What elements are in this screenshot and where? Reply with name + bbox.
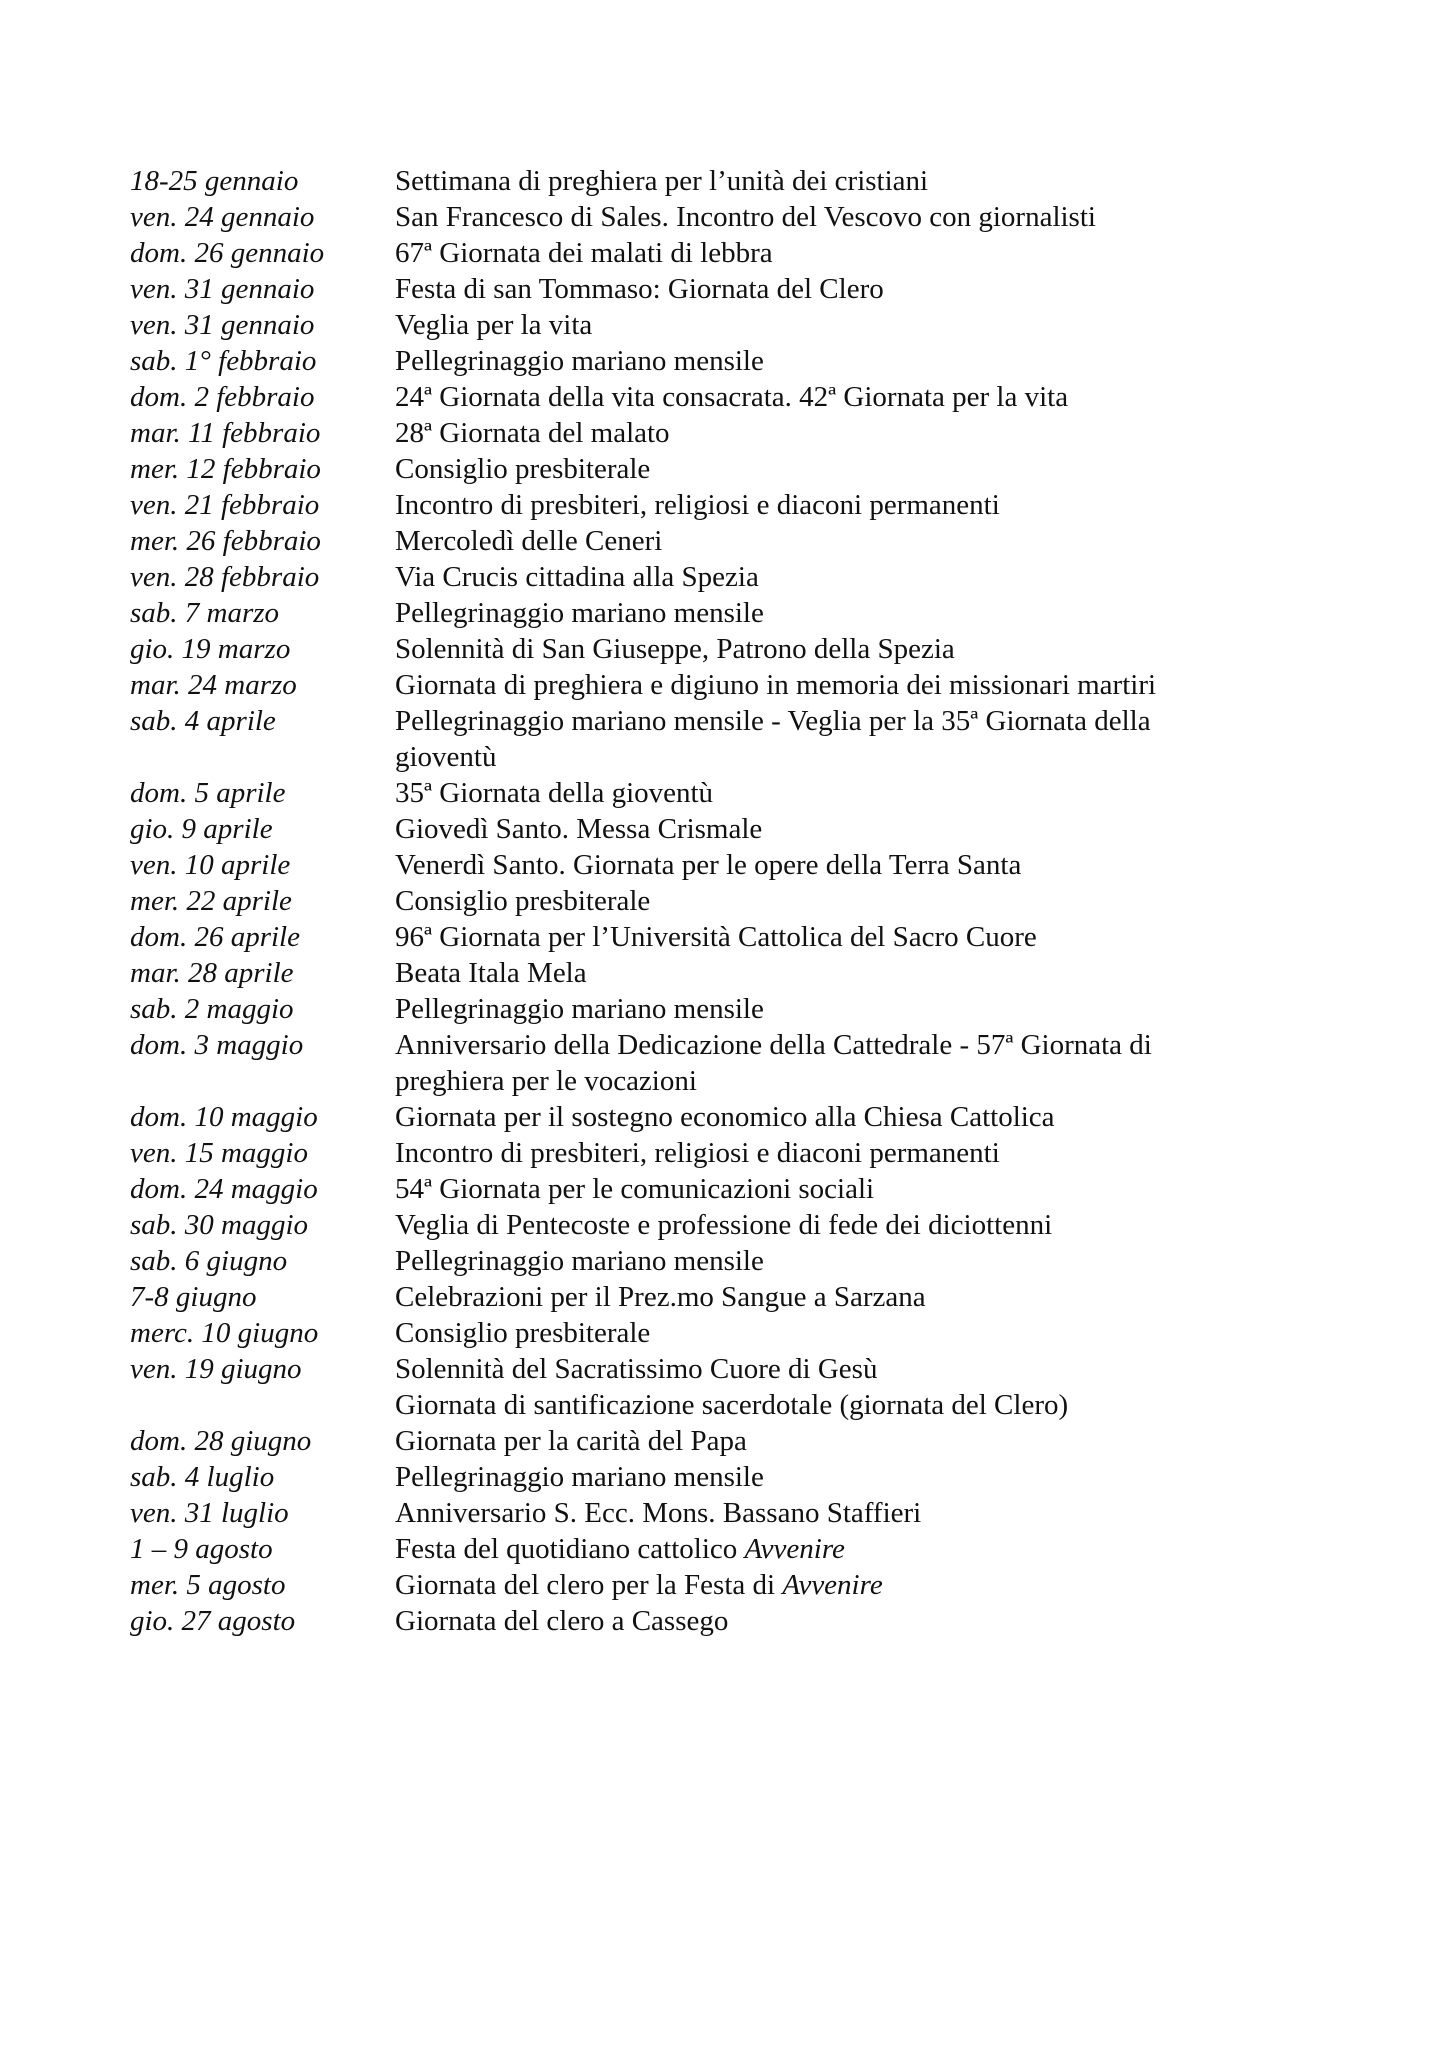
event-line xyxy=(395,1459,1330,1495)
calendar-entry xyxy=(130,1171,1330,1207)
entry-event xyxy=(395,1279,1330,1315)
entry-date: sab. 6 giugno xyxy=(130,1245,288,1277)
calendar-entry xyxy=(130,1027,1330,1099)
calendar-entry xyxy=(130,667,1330,703)
entry-date: dom. 5 aprile xyxy=(130,777,286,809)
entry-date: dom. 10 maggio xyxy=(130,1101,318,1133)
event-line xyxy=(395,1567,1330,1603)
entry-date: sab. 7 marzo xyxy=(130,597,280,629)
entry-event xyxy=(395,955,1330,991)
entry-date: 1 – 9 agosto xyxy=(130,1533,273,1565)
event-line xyxy=(395,955,1330,991)
entry-event xyxy=(395,1027,1330,1099)
entry-event xyxy=(395,1171,1330,1207)
event-text: Consiglio presbiterale xyxy=(395,453,651,485)
event-text: Giornata del clero a Cassego xyxy=(395,1605,729,1637)
event-text: 54ª Giornata per le comunicazioni sociali xyxy=(395,1173,875,1205)
event-text: Celebrazioni per il Prez.mo Sangue a Sarzana xyxy=(395,1281,926,1313)
event-line xyxy=(395,1171,1330,1207)
entry-event xyxy=(395,1495,1330,1531)
calendar-entry xyxy=(130,1207,1330,1243)
entry-date: sab. 1° febbraio xyxy=(130,345,317,377)
event-line xyxy=(395,1135,1330,1171)
entry-date: mar. 28 aprile xyxy=(130,957,294,989)
entry-event xyxy=(395,703,1330,775)
entry-date: ven. 19 giugno xyxy=(130,1353,302,1385)
calendar-entry xyxy=(130,1495,1330,1531)
event-text: Anniversario della Dedicazione della Cattedrale - 57ª Giornata di xyxy=(395,1029,1152,1061)
entry-event xyxy=(395,487,1330,523)
event-line xyxy=(395,919,1330,955)
entry-event xyxy=(395,811,1330,847)
event-line xyxy=(395,163,1330,199)
entry-event xyxy=(395,919,1330,955)
entry-event xyxy=(395,883,1330,919)
entry-date: ven. 28 febbraio xyxy=(130,561,320,593)
entry-event xyxy=(395,415,1330,451)
event-text: Incontro di presbiteri, religiosi e diaconi permanenti xyxy=(395,489,1000,521)
publication-title: Avvenire xyxy=(782,1569,883,1601)
event-text: Giovedì Santo. Messa Crismale xyxy=(395,813,763,845)
entry-event xyxy=(395,1099,1330,1135)
event-text: Giornata di santificazione sacerdotale (giornata del Clero) xyxy=(395,1389,1069,1421)
event-line xyxy=(395,667,1330,703)
entry-date: sab. 4 aprile xyxy=(130,705,276,737)
calendar-entry xyxy=(130,487,1330,523)
event-line xyxy=(395,883,1330,919)
event-line xyxy=(395,847,1330,883)
event-text: Consiglio presbiterale xyxy=(395,885,651,917)
calendar-entry xyxy=(130,307,1330,343)
event-text: Pellegrinaggio mariano mensile - Veglia per la 35ª Giornata della xyxy=(395,705,1151,737)
calendar-entry xyxy=(130,883,1330,919)
entry-date: sab. 2 maggio xyxy=(130,993,294,1025)
entry-date: ven. 31 gennaio xyxy=(130,273,315,305)
event-line xyxy=(395,631,1330,667)
event-line xyxy=(395,1027,1330,1063)
calendar-entry xyxy=(130,703,1330,775)
calendar-list xyxy=(130,163,1330,1639)
event-line xyxy=(395,199,1330,235)
entry-date: gio. 9 aprile xyxy=(130,813,273,845)
event-line xyxy=(395,271,1330,307)
entry-event xyxy=(395,199,1330,235)
calendar-entry xyxy=(130,559,1330,595)
calendar-entry xyxy=(130,1423,1330,1459)
event-line xyxy=(395,1423,1330,1459)
event-line xyxy=(395,775,1330,811)
entry-date: mer. 12 febbraio xyxy=(130,453,321,485)
event-line xyxy=(395,415,1330,451)
entry-date: 7-8 giugno xyxy=(130,1281,257,1313)
calendar-entry xyxy=(130,1279,1330,1315)
entry-event xyxy=(395,559,1330,595)
event-line xyxy=(395,595,1330,631)
calendar-entry xyxy=(130,1135,1330,1171)
entry-date: dom. 26 aprile xyxy=(130,921,300,953)
event-line xyxy=(395,811,1330,847)
entry-date: ven. 21 febbraio xyxy=(130,489,320,521)
calendar-entry xyxy=(130,1243,1330,1279)
entry-date: ven. 31 gennaio xyxy=(130,309,315,341)
calendar-entry xyxy=(130,1567,1330,1603)
event-text: Festa del quotidiano cattolico xyxy=(395,1533,745,1565)
event-text: 24ª Giornata della vita consacrata. 42ª Giornata per la vita xyxy=(395,381,1069,413)
event-text: Pellegrinaggio mariano mensile xyxy=(395,1461,764,1493)
entry-event xyxy=(395,343,1330,379)
entry-event xyxy=(395,451,1330,487)
calendar-entry xyxy=(130,1531,1330,1567)
event-text: Settimana di preghiera per l’unità dei cristiani xyxy=(395,165,929,197)
entry-date: mer. 5 agosto xyxy=(130,1569,286,1601)
entry-event xyxy=(395,379,1330,415)
entry-date: ven. 15 maggio xyxy=(130,1137,308,1169)
event-text: Pellegrinaggio mariano mensile xyxy=(395,993,764,1025)
event-text: Pellegrinaggio mariano mensile xyxy=(395,1245,764,1277)
event-line xyxy=(395,1315,1330,1351)
calendar-entry xyxy=(130,163,1330,199)
calendar-entry xyxy=(130,523,1330,559)
entry-date: mar. 11 febbraio xyxy=(130,417,321,449)
entry-event xyxy=(395,1459,1330,1495)
entry-event xyxy=(395,595,1330,631)
publication-title: Avvenire xyxy=(744,1533,845,1565)
calendar-entry xyxy=(130,631,1330,667)
entry-date: sab. 4 luglio xyxy=(130,1461,275,1493)
calendar-entry xyxy=(130,1351,1330,1423)
event-text: Venerdì Santo. Giornata per le opere della Terra Santa xyxy=(395,849,1022,881)
calendar-entry xyxy=(130,1315,1330,1351)
entry-date: dom. 24 maggio xyxy=(130,1173,318,1205)
event-text: Festa di san Tommaso: Giornata del Clero xyxy=(395,273,884,305)
event-line xyxy=(395,559,1330,595)
entry-date: dom. 26 gennaio xyxy=(130,237,325,269)
event-text: 35ª Giornata della gioventù xyxy=(395,777,714,809)
event-line xyxy=(395,1495,1330,1531)
event-text: preghiera per le vocazioni xyxy=(395,1065,697,1097)
event-text: Beata Itala Mela xyxy=(395,957,587,989)
entry-event xyxy=(395,775,1330,811)
entry-event xyxy=(395,1207,1330,1243)
event-text: San Francesco di Sales. Incontro del Vescovo con giornalisti xyxy=(395,201,1096,233)
event-text: Pellegrinaggio mariano mensile xyxy=(395,345,764,377)
event-line xyxy=(395,1351,1330,1387)
calendar-entry xyxy=(130,379,1330,415)
calendar-entry xyxy=(130,811,1330,847)
entry-event xyxy=(395,991,1330,1027)
event-text: Consiglio presbiterale xyxy=(395,1317,651,1349)
calendar-entry xyxy=(130,451,1330,487)
calendar-entry xyxy=(130,343,1330,379)
entry-date: merc. 10 giugno xyxy=(130,1317,319,1349)
event-line xyxy=(395,703,1330,739)
event-text: Mercoledì delle Ceneri xyxy=(395,525,663,557)
event-text: 67ª Giornata dei malati di lebbra xyxy=(395,237,773,269)
event-text: Veglia di Pentecoste e professione di fede dei diciottenni xyxy=(395,1209,1053,1241)
entry-event xyxy=(395,307,1330,343)
entry-event xyxy=(395,1315,1330,1351)
event-text: Incontro di presbiteri, religiosi e diaconi permanenti xyxy=(395,1137,1000,1169)
event-text: Veglia per la vita xyxy=(395,309,593,341)
entry-event xyxy=(395,1135,1330,1171)
calendar-entry xyxy=(130,847,1330,883)
entry-date: dom. 28 giugno xyxy=(130,1425,312,1457)
event-line xyxy=(395,991,1330,1027)
calendar-entry xyxy=(130,991,1330,1027)
calendar-entry xyxy=(130,415,1330,451)
entry-date: gio. 19 marzo xyxy=(130,633,291,665)
event-line xyxy=(395,307,1330,343)
event-line xyxy=(395,343,1330,379)
entry-date: sab. 30 maggio xyxy=(130,1209,309,1241)
calendar-entry xyxy=(130,271,1330,307)
entry-event xyxy=(395,1243,1330,1279)
calendar-entry xyxy=(130,955,1330,991)
calendar-entry xyxy=(130,775,1330,811)
event-text: Giornata di preghiera e digiuno in memoria dei missionari martiri xyxy=(395,669,1157,701)
entry-event xyxy=(395,631,1330,667)
entry-date: mer. 26 febbraio xyxy=(130,525,321,557)
event-text: 96ª Giornata per l’Università Cattolica del Sacro Cuore xyxy=(395,921,1037,953)
calendar-entry xyxy=(130,235,1330,271)
event-text: Giornata per la carità del Papa xyxy=(395,1425,747,1457)
calendar-entry xyxy=(130,1603,1330,1639)
entry-event xyxy=(395,1603,1330,1639)
event-line xyxy=(395,1207,1330,1243)
event-line xyxy=(395,1387,1330,1423)
event-text: 28ª Giornata del malato xyxy=(395,417,670,449)
event-text: Solennità di San Giuseppe, Patrono della Spezia xyxy=(395,633,955,665)
calendar-entry xyxy=(130,1099,1330,1135)
event-line xyxy=(395,1063,1330,1099)
event-line xyxy=(395,1531,1330,1567)
entry-event xyxy=(395,523,1330,559)
calendar-entry xyxy=(130,1459,1330,1495)
entry-date: mar. 24 marzo xyxy=(130,669,297,701)
calendar-entry xyxy=(130,919,1330,955)
event-text: Giornata del clero per la Festa di xyxy=(395,1569,783,1601)
event-text: Pellegrinaggio mariano mensile xyxy=(395,597,764,629)
event-text: gioventù xyxy=(395,741,497,773)
entry-event xyxy=(395,847,1330,883)
entry-date: 18-25 gennaio xyxy=(130,165,299,197)
entry-date: ven. 24 gennaio xyxy=(130,201,315,233)
event-line xyxy=(395,379,1330,415)
event-line xyxy=(395,451,1330,487)
event-line xyxy=(395,235,1330,271)
event-line xyxy=(395,1243,1330,1279)
entry-event xyxy=(395,1351,1330,1423)
entry-event xyxy=(395,1531,1330,1567)
calendar-entry xyxy=(130,199,1330,235)
calendar-entry xyxy=(130,595,1330,631)
entry-date: ven. 10 aprile xyxy=(130,849,291,881)
event-text: Via Crucis cittadina alla Spezia xyxy=(395,561,759,593)
entry-date: ven. 31 luglio xyxy=(130,1497,289,1529)
entry-event xyxy=(395,235,1330,271)
event-line xyxy=(395,739,1330,775)
event-text: Solennità del Sacratissimo Cuore di Gesù xyxy=(395,1353,878,1385)
event-line xyxy=(395,1099,1330,1135)
event-line xyxy=(395,1279,1330,1315)
entry-event xyxy=(395,163,1330,199)
event-line xyxy=(395,523,1330,559)
event-text: Anniversario S. Ecc. Mons. Bassano Staffieri xyxy=(395,1497,922,1529)
event-line xyxy=(395,487,1330,523)
entry-date: dom. 3 maggio xyxy=(130,1029,304,1061)
entry-date: gio. 27 agosto xyxy=(130,1605,296,1637)
entry-event xyxy=(395,1567,1330,1603)
entry-event xyxy=(395,271,1330,307)
event-line xyxy=(395,1603,1330,1639)
event-text: Giornata per il sostegno economico alla Chiesa Cattolica xyxy=(395,1101,1055,1133)
entry-date: dom. 2 febbraio xyxy=(130,381,315,413)
entry-event xyxy=(395,1423,1330,1459)
entry-date: mer. 22 aprile xyxy=(130,885,292,917)
entry-event xyxy=(395,667,1330,703)
